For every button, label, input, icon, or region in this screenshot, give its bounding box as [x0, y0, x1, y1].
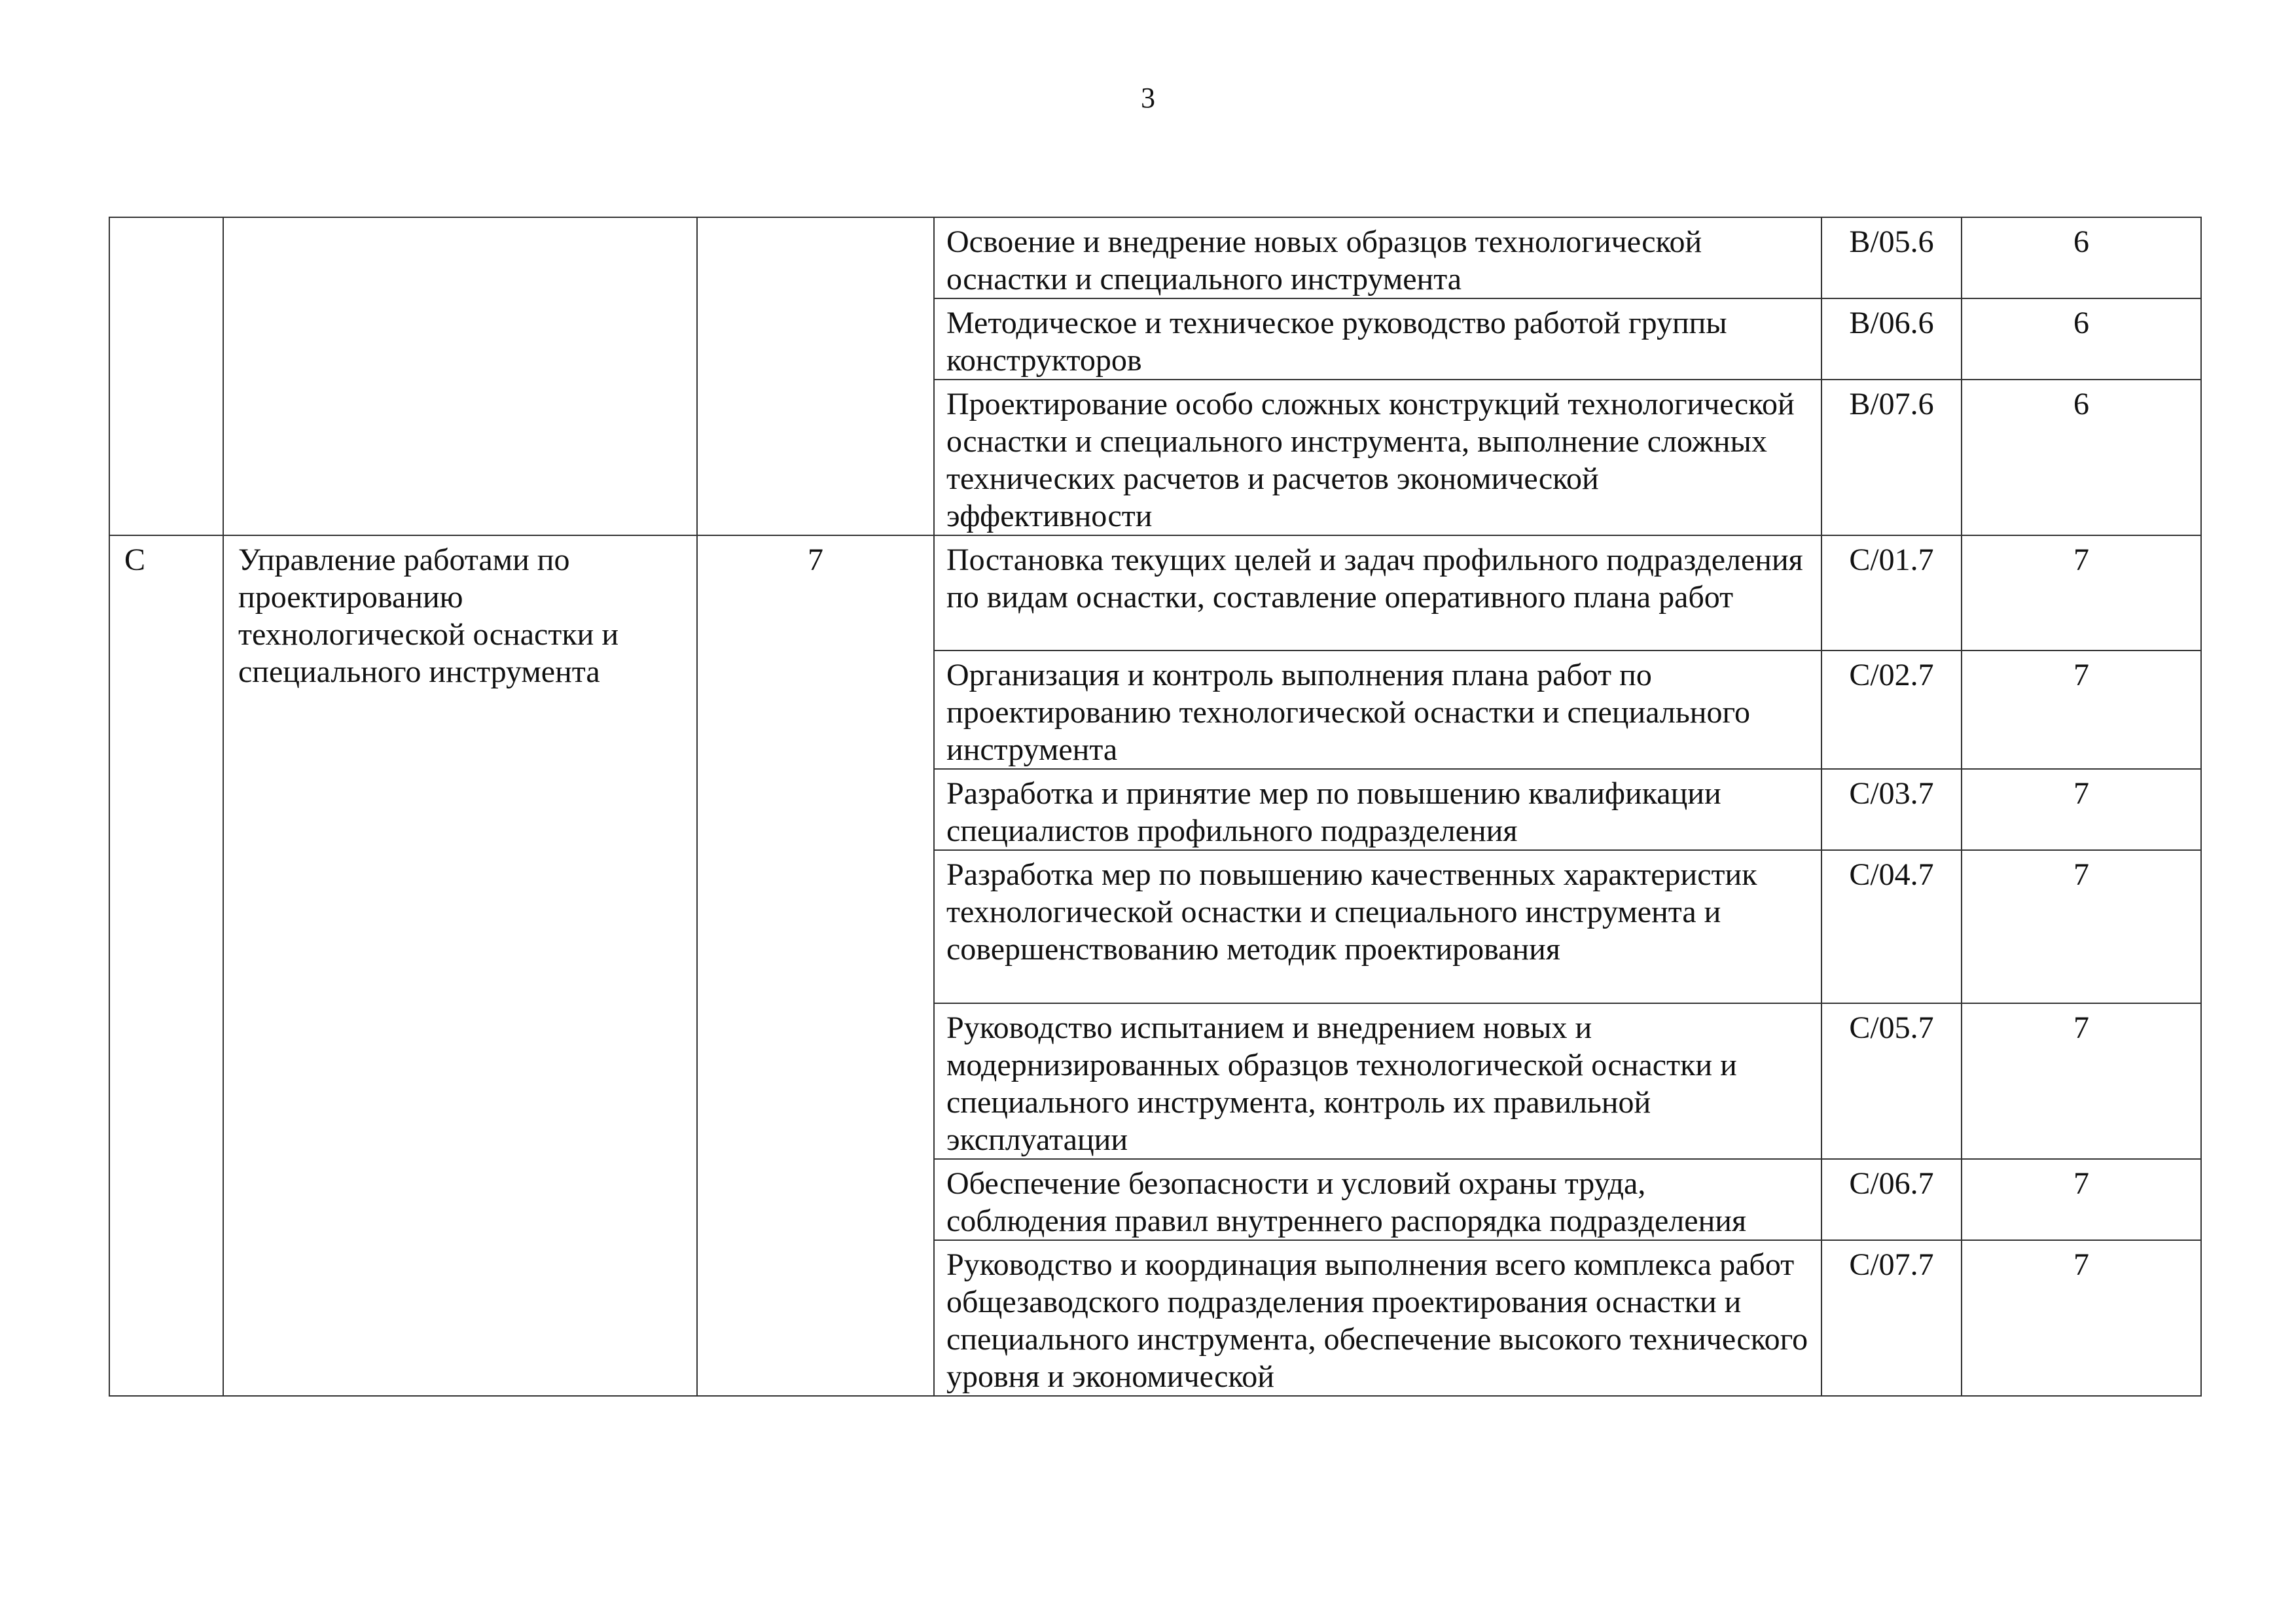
labor-function-level: 6: [1962, 217, 2201, 298]
labor-function-level: 7: [1962, 651, 2201, 769]
labor-function-code: C/06.7: [1821, 1159, 1962, 1240]
generalized-function-code: C: [109, 535, 223, 1396]
labor-function-code: C/07.7: [1821, 1240, 1962, 1396]
labor-function-code: C/04.7: [1821, 850, 1962, 1003]
labor-function-code: B/06.6: [1821, 298, 1962, 380]
generalized-name-cell-empty: [223, 217, 697, 535]
labor-function-name: Руководство и координация выполнения всего комплекса работ общезаводского подразделения проектирования оснастки и специального инструмента, обеспечение высокого технического уровня и экономической: [934, 1240, 1821, 1396]
labor-function-code: C/02.7: [1821, 651, 1962, 769]
labor-function-code: B/05.6: [1821, 217, 1962, 298]
generalized-code-cell-empty: [109, 217, 223, 535]
table-row: [109, 217, 2201, 298]
labor-function-name: Руководство испытанием и внедрением новых и модернизированных образцов технологической оснастки и специального инструмента, контроль их правильной эксплуатации: [934, 1003, 1821, 1159]
labor-function-level: 7: [1962, 1003, 2201, 1159]
labor-function-name: Разработка и принятие мер по повышению квалификации специалистов профильного подразделения: [934, 769, 1821, 850]
generalized-function-level: 7: [697, 535, 934, 1396]
generalized-level-cell-empty: [697, 217, 934, 535]
labor-function-name: Постановка текущих целей и задач профильного подразделения по видам оснастки, составление оперативного плана работ: [934, 535, 1821, 651]
table-row: [109, 535, 2201, 651]
labor-function-name: Обеспечение безопасности и условий охраны труда, соблюдения правил внутреннего распорядка подразделения: [934, 1159, 1821, 1240]
labor-function-code: B/07.6: [1821, 380, 1962, 535]
labor-function-name: Освоение и внедрение новых образцов технологической оснастки и специального инструмента: [934, 217, 1821, 298]
labor-function-level: 7: [1962, 850, 2201, 1003]
labor-function-code: C/03.7: [1821, 769, 1962, 850]
labor-function-level: 7: [1962, 1159, 2201, 1240]
page-number: 3: [1141, 82, 1155, 114]
generalized-function-name: Управление работами по проектированию технологической оснастки и специального инструмента: [223, 535, 697, 1396]
labor-function-name: Организация и контроль выполнения плана работ по проектированию технологической оснастки и специального инструмента: [934, 651, 1821, 769]
labor-function-level: 7: [1962, 769, 2201, 850]
labor-functions-table: [109, 217, 2202, 1397]
labor-function-level: 6: [1962, 298, 2201, 380]
labor-function-level: 6: [1962, 380, 2201, 535]
labor-function-level: 7: [1962, 535, 2201, 651]
labor-function-name: Разработка мер по повышению качественных характеристик технологической оснастки и специального инструмента и совершенствованию методик проектирования: [934, 850, 1821, 1003]
labor-function-code: C/05.7: [1821, 1003, 1962, 1159]
labor-function-name: Проектирование особо сложных конструкций технологической оснастки и специального инструмента, выполнение сложных технических расчетов и расчетов экономической эффективности: [934, 380, 1821, 535]
labor-function-code: C/01.7: [1821, 535, 1962, 651]
labor-function-level: 7: [1962, 1240, 2201, 1396]
labor-function-name: Методическое и техническое руководство работой группы конструкторов: [934, 298, 1821, 380]
